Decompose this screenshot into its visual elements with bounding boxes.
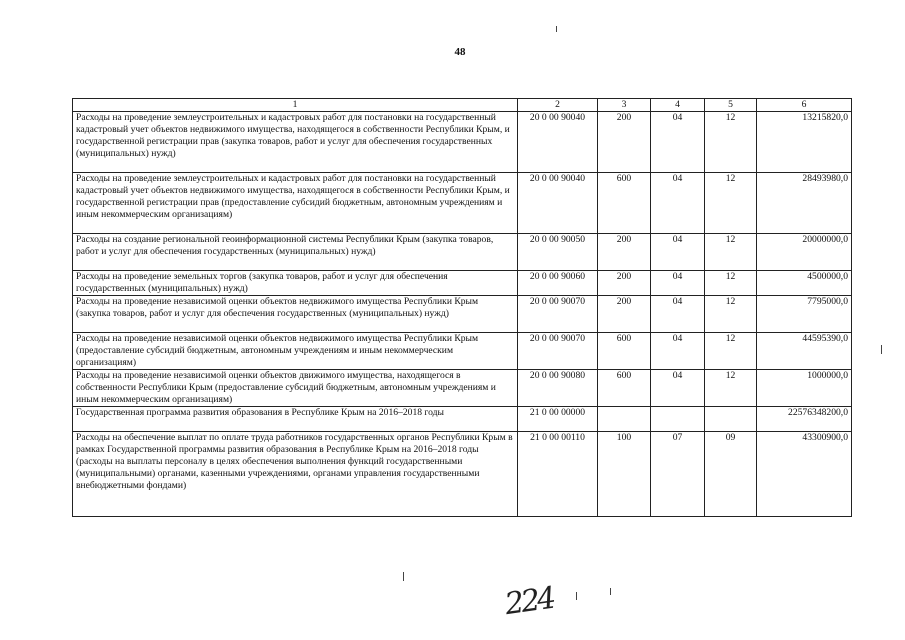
row-expense-type	[598, 407, 651, 432]
row-amount: 28493980,0	[757, 173, 852, 234]
row-section: 04	[651, 234, 705, 271]
row-target-code: 20 0 00 90040	[518, 173, 598, 234]
row-subsection: 12	[705, 112, 757, 173]
row-amount: 13215820,0	[757, 112, 852, 173]
row-target-code: 20 0 00 90060	[518, 271, 598, 296]
row-section	[651, 407, 705, 432]
row-amount: 1000000,0	[757, 370, 852, 407]
row-description: Расходы на проведение землеустроительных и кадастровых работ для постановки на государственный кадастровый учет объектов недвижимого имущества, находящегося в собственности Республики Крым, и государственной регистрации прав (закупка товаров, работ и услуг для обеспечения государственных (муниципальных) нужд)	[73, 112, 518, 173]
header-col-5: 5	[705, 99, 757, 112]
row-amount: 44595390,0	[757, 333, 852, 370]
row-section: 04	[651, 370, 705, 407]
row-expense-type: 600	[598, 333, 651, 370]
row-section: 04	[651, 296, 705, 333]
row-section: 04	[651, 333, 705, 370]
row-target-code: 20 0 00 90040	[518, 112, 598, 173]
row-expense-type: 200	[598, 234, 651, 271]
table-row	[73, 234, 852, 271]
row-expense-type: 600	[598, 370, 651, 407]
row-section: 04	[651, 112, 705, 173]
row-subsection: 12	[705, 234, 757, 271]
table-row	[73, 333, 852, 370]
row-description: Расходы на проведение независимой оценки объектов недвижимого имущества Республики Крым (предоставление субсидий бюджетным, автономным учреждениям и иным некоммерческим организациям)	[73, 333, 518, 370]
row-target-code: 21 0 00 00000	[518, 407, 598, 432]
row-expense-type: 200	[598, 271, 651, 296]
row-subsection: 09	[705, 432, 757, 517]
row-subsection: 12	[705, 370, 757, 407]
scan-artifact	[556, 26, 557, 32]
table-row	[73, 112, 852, 173]
header-col-4: 4	[651, 99, 705, 112]
row-amount: 4500000,0	[757, 271, 852, 296]
row-target-code: 20 0 00 90080	[518, 370, 598, 407]
table-row	[73, 370, 852, 407]
row-target-code: 20 0 00 90070	[518, 333, 598, 370]
table-row	[73, 173, 852, 234]
row-subsection: 12	[705, 271, 757, 296]
row-target-code: 20 0 00 90050	[518, 234, 598, 271]
row-amount: 20000000,0	[757, 234, 852, 271]
scan-artifact	[576, 592, 577, 600]
header-col-2: 2	[518, 99, 598, 112]
row-target-code: 21 0 00 00110	[518, 432, 598, 517]
row-description: Расходы на проведение землеустроительных и кадастровых работ для постановки на государственный кадастровый учет объектов недвижимого имущества, находящегося в собственности Республики Крым, и государственной регистрации прав (предоставление субсидий бюджетным, автономным учреждениям и иным некоммерческим организациям)	[73, 173, 518, 234]
table-row	[73, 296, 852, 333]
row-subsection: 12	[705, 173, 757, 234]
header-col-3: 3	[598, 99, 651, 112]
handwritten-page-number: 224	[502, 580, 556, 623]
row-expense-type: 600	[598, 173, 651, 234]
row-section: 04	[651, 271, 705, 296]
row-expense-type: 100	[598, 432, 651, 517]
header-col-1: 1	[73, 99, 518, 112]
row-subsection: 12	[705, 296, 757, 333]
row-amount: 22576348200,0	[757, 407, 852, 432]
row-section: 04	[651, 173, 705, 234]
row-description: Расходы на обеспечение выплат по оплате труда работников государственных органов Республики Крым в рамках Государственной программы развития образования в Республике Крым на 2016–2018 годы (расходы на выплаты персоналу в целях обеспечения выполнения функций государственными (муниципальными) органами, казенными учреждениями, органами управления государственными внебюджетными фондами)	[73, 432, 518, 517]
row-subsection: 12	[705, 333, 757, 370]
table-row	[73, 407, 852, 432]
row-description: Расходы на проведение независимой оценки объектов движимого имущества, находящегося в собственности Республики Крым (предоставление субсидий бюджетным, автономным учреждениям и иным некоммерческим организациям)	[73, 370, 518, 407]
row-expense-type: 200	[598, 296, 651, 333]
row-amount: 43300900,0	[757, 432, 852, 517]
table-header-row	[73, 99, 852, 112]
row-amount: 7795000,0	[757, 296, 852, 333]
row-expense-type: 200	[598, 112, 651, 173]
table-row	[73, 271, 852, 296]
row-section: 07	[651, 432, 705, 517]
row-subsection	[705, 407, 757, 432]
table-row	[73, 432, 852, 517]
budget-table	[72, 98, 852, 517]
scan-artifact	[610, 588, 611, 595]
scan-artifact	[881, 345, 882, 354]
row-description: Расходы на создание региональной геоинформационной системы Республики Крым (закупка товаров, работ и услуг для обеспечения государственных (муниципальных) нужд)	[73, 234, 518, 271]
row-description: Расходы на проведение независимой оценки объектов недвижимого имущества Республики Крым (закупка товаров, работ и услуг для обеспечения государственных (муниципальных) нужд)	[73, 296, 518, 333]
row-description: Государственная программа развития образования в Республике Крым на 2016–2018 годы	[73, 407, 518, 432]
row-target-code: 20 0 00 90070	[518, 296, 598, 333]
page-number: 48	[454, 46, 466, 58]
scan-artifact	[403, 572, 404, 581]
header-col-6: 6	[757, 99, 852, 112]
row-description: Расходы на проведение земельных торгов (закупка товаров, работ и услуг для обеспечения государственных (муниципальных) нужд)	[73, 271, 518, 296]
